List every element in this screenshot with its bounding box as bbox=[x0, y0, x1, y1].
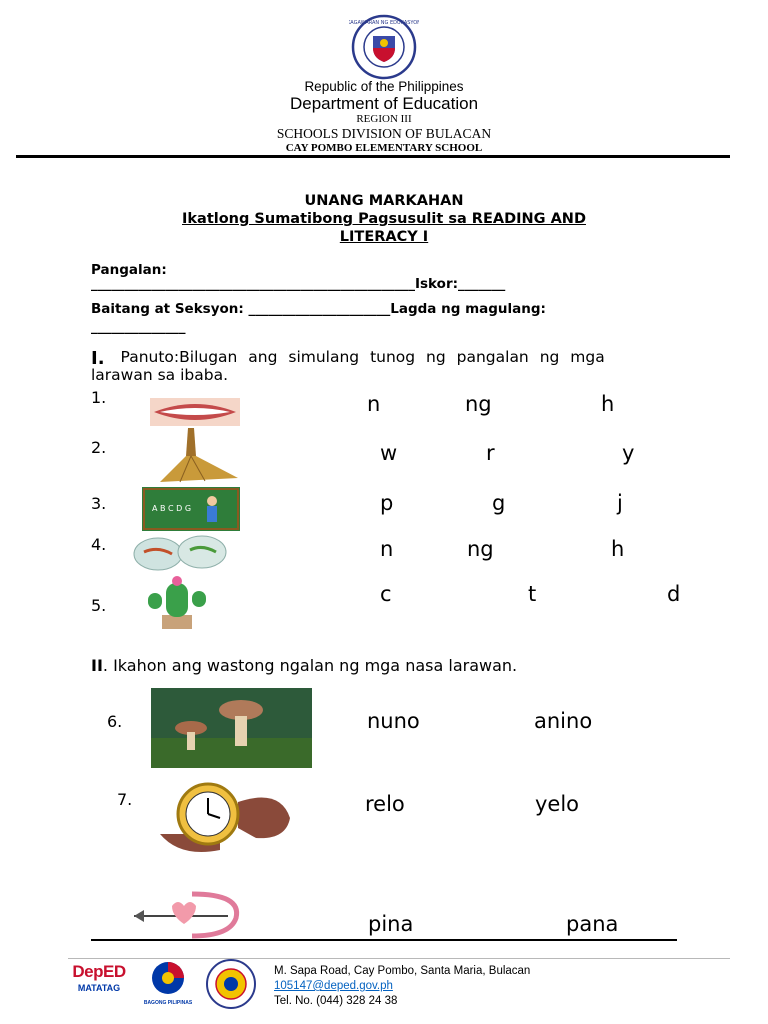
part2-numeral: II bbox=[91, 656, 103, 675]
grade-section-row[interactable] bbox=[91, 301, 546, 317]
item-6-choice-b[interactable]: anino bbox=[534, 709, 593, 733]
title-quarter: UNANG MARKAHAN bbox=[304, 193, 464, 209]
region-text: REGION III bbox=[356, 113, 412, 125]
header-divider bbox=[16, 155, 730, 158]
part1-instruction bbox=[91, 348, 677, 384]
item-1-number: 1. bbox=[91, 388, 107, 407]
item-1-choice-a[interactable]: n bbox=[367, 392, 381, 416]
name-label: Pangalan: bbox=[91, 262, 167, 278]
item-7-choice-a[interactable]: relo bbox=[365, 792, 405, 816]
item-2-choice-a[interactable]: w bbox=[380, 441, 398, 465]
item-6-number: 6. bbox=[107, 712, 123, 731]
item-3-choice-a[interactable]: p bbox=[380, 491, 394, 515]
marbles-image bbox=[132, 532, 228, 572]
division-text: SCHOOLS DIVISION OF BULACAN bbox=[276, 126, 492, 141]
item-1-choice-c[interactable]: h bbox=[601, 392, 615, 416]
part1-instruction-b: larawan sa ibaba. bbox=[91, 366, 229, 384]
item-5-choice-b[interactable]: t bbox=[528, 582, 537, 606]
matatag-logo-text: MATATAG bbox=[77, 983, 121, 993]
name-line[interactable]: ________________________________________________ bbox=[91, 276, 415, 292]
part1-numeral: I. bbox=[91, 348, 105, 369]
blackboard-teacher-image bbox=[142, 487, 240, 531]
footer-tel: Tel. No. (044) 328 24 38 bbox=[274, 995, 398, 1007]
item-8-choice-b[interactable]: pana bbox=[566, 912, 619, 936]
svg-text:A B C D G: A B C D G bbox=[152, 504, 192, 513]
bagong-pilipinas-icon bbox=[148, 960, 188, 996]
item-4-choice-b[interactable]: ng bbox=[467, 537, 494, 561]
deped-logo-text: DepED bbox=[72, 962, 126, 981]
item-3-number: 3. bbox=[91, 494, 107, 513]
score-field[interactable]: Iskor:_______ bbox=[415, 276, 506, 292]
item-8-choice-a[interactable]: pina bbox=[368, 912, 414, 936]
item-2-number: 2. bbox=[91, 438, 107, 457]
part2-instruction-text: . Ikahon ang wastong ngalan ng mga nasa larawan. bbox=[102, 656, 518, 675]
item-3-choice-c[interactable]: j bbox=[617, 491, 623, 515]
item-2-choice-c[interactable]: y bbox=[622, 441, 635, 465]
footer-divider bbox=[68, 958, 730, 959]
item-4-choice-c[interactable]: h bbox=[611, 537, 625, 561]
gnome-image bbox=[151, 688, 312, 768]
footer-address: M. Sapa Road, Cay Pombo, Santa Maria, Bulacan bbox=[274, 965, 531, 977]
seal-text: KAGAWARAN NG EDUKASYON bbox=[349, 20, 419, 26]
item-7-choice-b[interactable]: yelo bbox=[535, 792, 580, 816]
department-text: Department of Education bbox=[289, 94, 479, 113]
item-5-choice-a[interactable]: c bbox=[380, 582, 392, 606]
parent-signature-label: Lagda ng magulang: bbox=[390, 301, 546, 317]
item-5-choice-c[interactable]: d bbox=[667, 582, 681, 606]
lips-image bbox=[150, 398, 240, 426]
item-5-number: 5. bbox=[91, 596, 107, 615]
title-subject: LITERACY I bbox=[339, 229, 429, 245]
grade-section-field[interactable]: Baitang at Seksyon: _____________________ bbox=[91, 301, 391, 317]
bow-arrow-image bbox=[132, 890, 242, 940]
republic-text: Republic of the Philippines bbox=[304, 79, 464, 94]
part1-instruction-a: Panuto:Bilugan ang simulang tunog ng pangalan ng mga bbox=[120, 348, 605, 366]
school-seal-logo bbox=[203, 958, 259, 1010]
item-6-choice-a[interactable]: nuno bbox=[367, 709, 420, 733]
cactus-image bbox=[132, 575, 220, 631]
footer-email-link[interactable]: 105147@deped.gov.ph bbox=[274, 980, 393, 992]
footer-contact bbox=[274, 964, 530, 1009]
item-1-choice-b[interactable]: ng bbox=[465, 392, 492, 416]
title-test: Ikatlong Sumatibong Pagsusulit sa READING AND bbox=[182, 211, 586, 227]
bagong-pilipinas-logo bbox=[140, 960, 196, 1010]
item-2-choice-b[interactable]: r bbox=[486, 441, 495, 465]
bagong-pilipinas-text: BAGONG PILIPINAS bbox=[143, 1000, 193, 1006]
name-field[interactable] bbox=[91, 276, 505, 292]
item-4-choice-a[interactable]: n bbox=[380, 537, 394, 561]
answer-line bbox=[91, 939, 677, 941]
deped-matatag-logo bbox=[70, 962, 128, 1004]
deped-seal bbox=[349, 14, 419, 80]
item-3-choice-b[interactable]: g bbox=[492, 491, 506, 515]
watch-image bbox=[160, 778, 292, 860]
parent-signature-line[interactable]: ______________ bbox=[91, 319, 186, 335]
part2-instruction bbox=[91, 656, 517, 675]
item-7-number: 7. bbox=[117, 790, 133, 809]
item-4-number: 4. bbox=[91, 535, 107, 554]
broom-image bbox=[150, 428, 240, 483]
school-text: CAY POMBO ELEMENTARY SCHOOL bbox=[285, 142, 483, 154]
